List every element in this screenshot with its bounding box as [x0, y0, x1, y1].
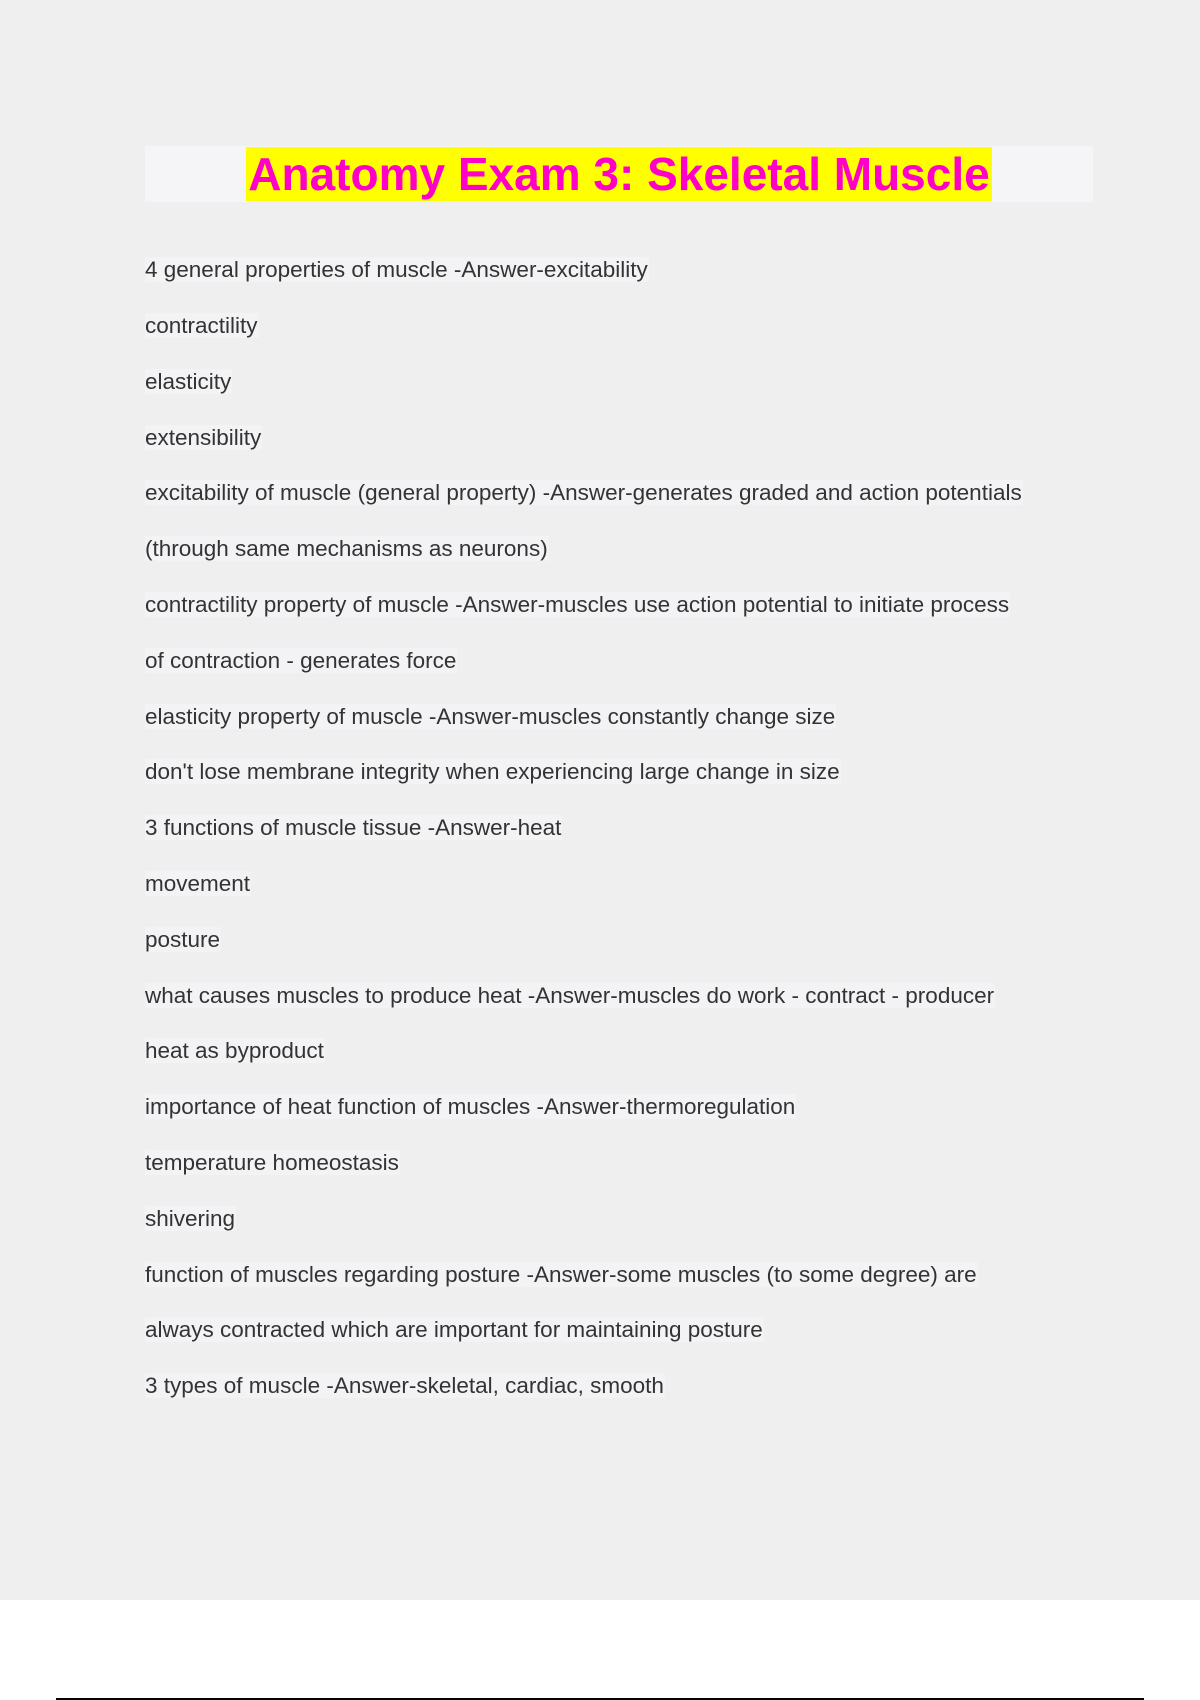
text-line: movement	[145, 871, 251, 896]
text-line: 3 types of muscle -Answer-skeletal, cardiac, smooth	[145, 1373, 664, 1398]
text-line: always contracted which are important for maintaining posture	[145, 1317, 763, 1342]
text-line: extensibility	[145, 425, 262, 450]
text-line: contractility property of muscle -Answer-muscles use action potential to initiate process	[145, 592, 1010, 617]
text-line: shivering	[145, 1206, 236, 1231]
text-line: what causes muscles to produce heat -Answer-muscles do work - contract - producer	[145, 983, 995, 1008]
text-line: 3 functions of muscle tissue -Answer-heat	[145, 815, 562, 840]
text-line: elasticity	[145, 369, 232, 394]
text-line: of contraction - generates force	[145, 648, 457, 673]
text-line: heat as byproduct	[145, 1038, 324, 1063]
text-line: temperature homeostasis	[145, 1150, 399, 1175]
text-line: function of muscles regarding posture -Answer-some muscles (to some degree) are	[145, 1262, 977, 1287]
title-band	[145, 146, 1093, 202]
text-line: excitability of muscle (general property) -Answer-generates graded and action potentials	[145, 480, 1022, 505]
text-line: elasticity property of muscle -Answer-muscles constantly change size	[145, 704, 836, 729]
text-line: don't lose membrane integrity when experiencing large change in size	[145, 759, 840, 784]
text-line: contractility	[145, 313, 258, 338]
text-line: importance of heat function of muscles -Answer-thermoregulation	[145, 1094, 796, 1119]
document-title: Anatomy Exam 3: Skeletal Muscle	[248, 148, 990, 200]
text-line: posture	[145, 927, 221, 952]
text-line: 4 general properties of muscle -Answer-excitability	[145, 257, 648, 282]
text-line: (through same mechanisms as neurons)	[145, 536, 548, 561]
